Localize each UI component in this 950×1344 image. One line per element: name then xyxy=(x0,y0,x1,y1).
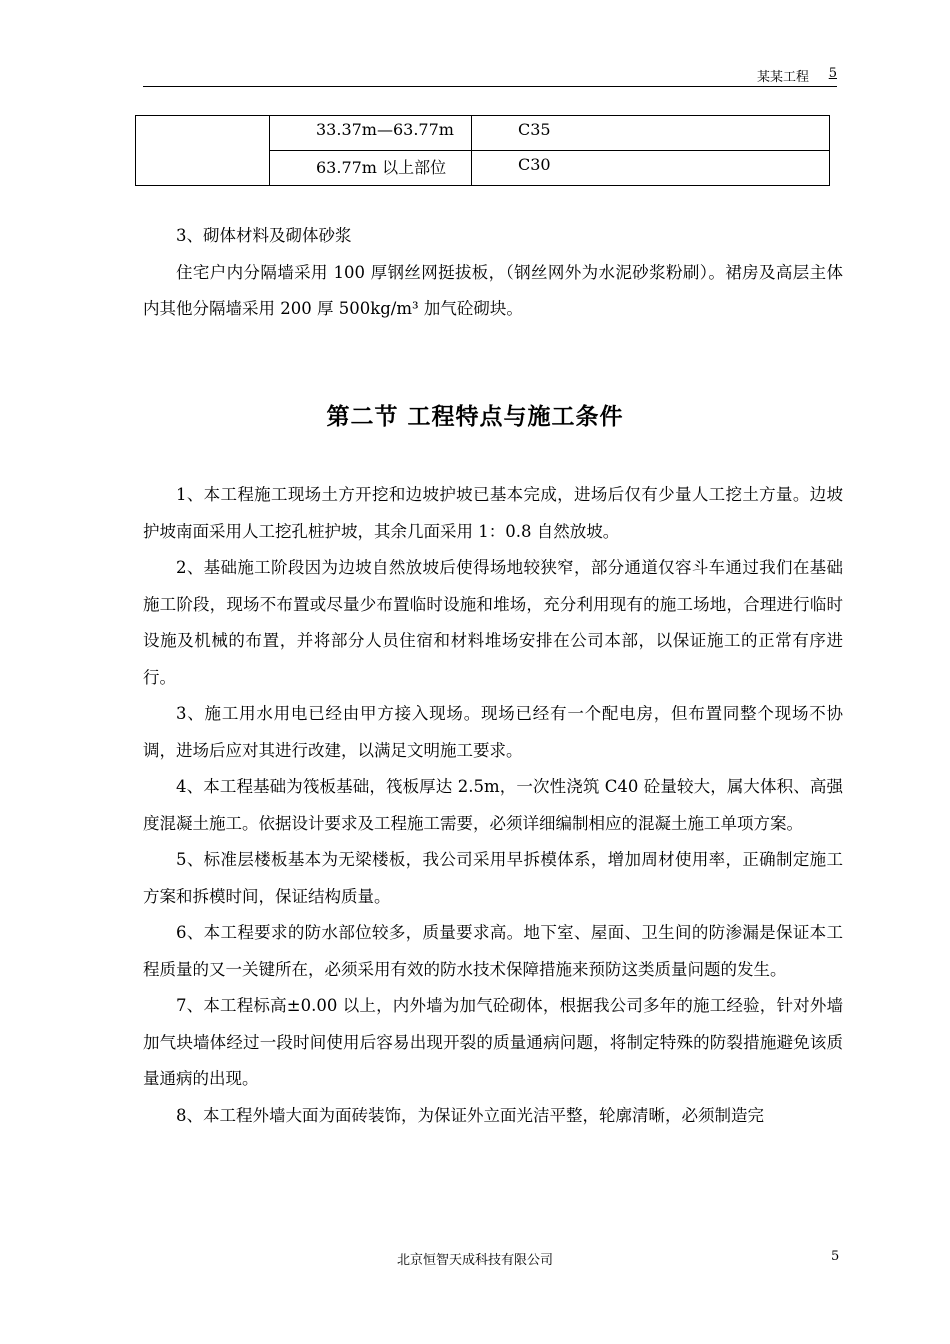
table-cell xyxy=(472,116,830,151)
concrete-grade-table xyxy=(135,115,830,186)
list-item: 5、标准层楼板基本为无梁楼板，我公司采用早拆模体系，增加周材使用率，正确制定施工方案和拆模时间，保证结构质量。 xyxy=(143,850,843,906)
table-row xyxy=(136,116,830,151)
masonry-section xyxy=(143,218,843,328)
elevation-range: 33.37m—63.77m xyxy=(316,120,454,139)
table-cell xyxy=(270,116,472,151)
conditions-list xyxy=(143,477,843,1134)
paragraph: 住宅户内分隔墙采用 100 厚钢丝网挺拔板，（钢丝网外为水泥砂浆粉刷）。裙房及高层主体内其他分隔墙采用 200 厚 500kg/m³ 加气砼砌块。 xyxy=(143,262,843,318)
list-item: 6、本工程要求的防水部位较多，质量要求高。地下室、屋面、卫生间的防渗漏是保证本工程质量的又一关键所在，必须采用有效的防水技术保障措施来预防这类质量问题的发生。 xyxy=(143,923,843,979)
concrete-grade: C35 xyxy=(518,120,551,139)
header-page-number: 5 xyxy=(828,66,837,81)
list-item: 4、本工程基础为筏板基础，筏板厚达 2.5m，一次性浇筑 C40 砼量较大，属大体积、高强度混凝土施工。依据设计要求及工程施工需要，必须详细编制相应的混凝土施工单项方案。 xyxy=(143,777,843,833)
elevation-range: 63.77m 以上部位 xyxy=(316,158,447,177)
list-item: 2、基础施工阶段因为边坡自然放坡后使得场地较狭窄，部分通道仅容斗车通过我们在基础施工阶段，现场不布置或尽量少布置临时设施和堆场，充分利用现有的施工场地，合理进行临时设施及机械的布置，并将部分人员住宿和材料堆场安排在公司本部，以保证施工的正常有序进行。 xyxy=(143,558,843,687)
section-title: 第二节 工程特点与施工条件 xyxy=(326,404,624,430)
list-item: 1、本工程施工现场土方开挖和边坡护坡已基本完成，进场后仅有少量人工挖土方量。边坡护坡南面采用人工挖孔桩护坡，其余几面采用 1：0.8 自然放坡。 xyxy=(143,485,843,541)
list-item: 3、施工用水用电已经由甲方接入现场。现场已经有一个配电房，但布置同整个现场不协调，进场后应对其进行改建，以满足文明施工要求。 xyxy=(143,704,843,760)
table-cell xyxy=(472,151,830,186)
list-item: 8、本工程外墙大面为面砖装饰，为保证外立面光洁平整，轮廓清晰，必须制造完 xyxy=(176,1105,764,1125)
section-heading: 3、砌体材料及砌体砂浆 xyxy=(176,226,352,245)
concrete-grade: C30 xyxy=(518,155,551,174)
footer-page-number: 5 xyxy=(831,1249,840,1264)
table-cell xyxy=(270,151,472,186)
footer-company: 北京恒智天成科技有限公司 xyxy=(396,1253,553,1268)
list-item: 7、本工程标高±0.00 以上，内外墙为加气砼砌体，根据我公司多年的施工经验，针对外墙加气块墙体经过一段时间使用后容易出现开裂的质量通病问题，将制定特殊的防裂措施避免该质量通病的出现。 xyxy=(143,996,843,1088)
table-cell xyxy=(136,116,270,186)
page-header xyxy=(143,64,837,87)
header-title: 某某工程 xyxy=(756,70,809,85)
